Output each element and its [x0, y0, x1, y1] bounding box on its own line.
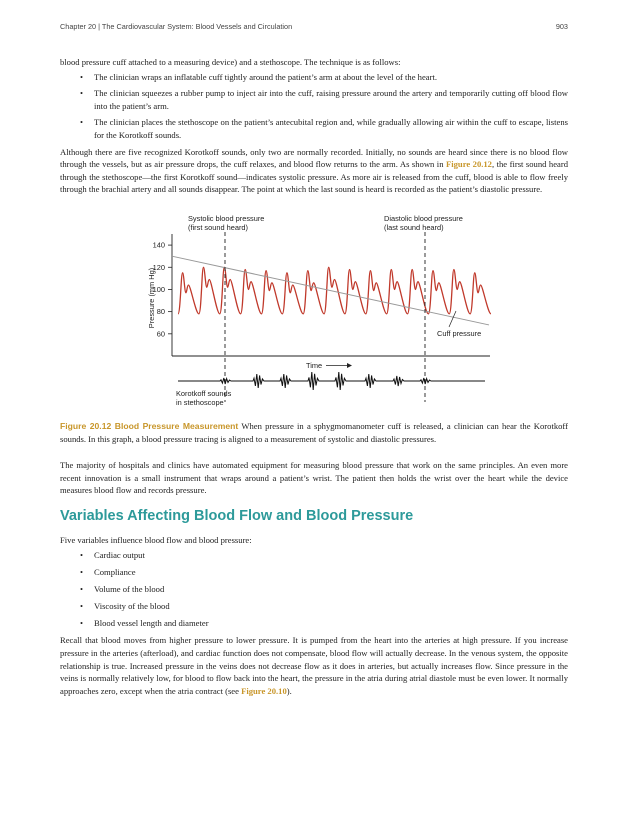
time-arrowhead: [347, 363, 352, 368]
variables-intro: Five variables influence blood flow and blood pressure:: [60, 534, 252, 545]
diastolic-sublabel: (last sound heard): [384, 222, 444, 232]
y-tick-label: 60: [156, 329, 165, 339]
systolic-sublabel: (first sound heard): [188, 222, 248, 232]
bp-chart: [60, 210, 568, 410]
korotkoff-sublabel: in stethoscope: [176, 397, 224, 407]
y-tick-label: 100: [152, 284, 165, 294]
y-axis-label: Pressure (mm Hg): [147, 267, 156, 329]
caption-label: Figure 20.12 Blood Pressure Measurement: [60, 420, 239, 431]
list-item: • The clinician wraps an inflatable cuff tightly around the patient’s arm at about the level of the heart.: [60, 71, 568, 84]
list-item: • Volume of the blood: [60, 583, 568, 596]
list-item: • Blood vessel length and diameter: [60, 617, 568, 630]
technique-list: [60, 71, 568, 142]
section-heading: Variables Affecting Blood Flow and Blood Pressure: [60, 507, 414, 524]
figure-caption: [60, 420, 568, 445]
list-item: • Compliance: [60, 566, 568, 579]
chapter-title: Chapter 20 | The Cardiovascular System: Blood Vessels and Circulation: [60, 22, 293, 31]
list-item: • Viscosity of the blood: [60, 600, 568, 613]
time-label: Time: [306, 360, 323, 370]
intro-paragraph: blood pressure cuff attached to a measuring device) and a stethoscope. The technique is as follows:: [60, 57, 401, 67]
page-header: [60, 22, 568, 34]
y-tick-label: 120: [152, 262, 165, 272]
diastolic-label: Diastolic blood pressure: [384, 213, 463, 223]
cuff-pressure-label: Cuff pressure: [437, 328, 482, 338]
figure-blood-pressure: [60, 210, 568, 410]
page-content: [60, 56, 568, 697]
caption-text: When pressure in a sphygmomanometer cuff is released, a clinician can hear the Korotkoff sounds. In this graph, a blood pressure tracing is aligned to a measurement of systolic and diastolic pressures.: [60, 420, 568, 444]
y-tick-label: 80: [156, 307, 165, 317]
pressure-paragraph: Recall that blood moves from higher pressure to lower pressure. It is pumped from the heart into the arteries at high pressure. If you increase pressure in the arteries (afterload), and cardiac function does not compensate, blood flow will actually decrease. In the venous system, the opposite relationship is true. Increased pressure in the veins does not decrease flow as it does in arteries, but actually increases flow. Since pressure in the veins is normally relatively low, for blood to flow back into the heart, the pressure in the atria during atrial diastole must be even lower. It normally approaches zero, except when the atria contract (see Figure 20.10).: [60, 635, 568, 696]
systolic-label: Systolic blood pressure: [188, 213, 265, 223]
figure-link[interactable]: Figure 20.12: [445, 159, 492, 170]
figure-link[interactable]: Figure 20.10: [241, 685, 287, 696]
korotkoff-trace: [178, 372, 485, 390]
list-item: • The clinician squeezes a rubber pump to inject air into the cuff, raising pressure around the artery and temporarily cutting off blood flow into the patient’s arm.: [60, 87, 568, 112]
y-tick-label: 140: [152, 240, 165, 250]
automated-paragraph: The majority of hospitals and clinics have automated equipment for measuring blood pressure that work on the same principles. An even more recent innovation is a small instrument that wraps around a patient’s wrist. The patient then holds the wrist over the heart while the device measures blood flow and records pressure.: [60, 460, 568, 496]
list-item: • The clinician places the stethoscope on the patient’s antecubital region and, while gradually allowing air within the cuff to escape, listens for the Korotkoff sounds.: [60, 116, 568, 141]
korotkoff-label: Korotkoff sounds: [176, 388, 232, 398]
korotkoff-paragraph: Although there are five recognized Korotkoff sounds, only two are normally recorded. Initially, no sounds are heard since there is no blood flow through the vessels, but as air pressure drops, the cuff relaxes, and blood flow returns to the arm. As shown in Figure 20.12, the first sound heard through the stethoscope—the first Korotkoff sound—indicates systolic pressure. As more air is released from the cuff, blood is able to flow freely through the brachial artery and all sounds disappear. The point at which the last sound is heard is recorded as the patient’s diastolic pressure.: [60, 146, 568, 195]
variables-list: [60, 549, 568, 630]
list-item: • Cardiac output: [60, 549, 568, 562]
page-number: 903: [555, 22, 568, 31]
